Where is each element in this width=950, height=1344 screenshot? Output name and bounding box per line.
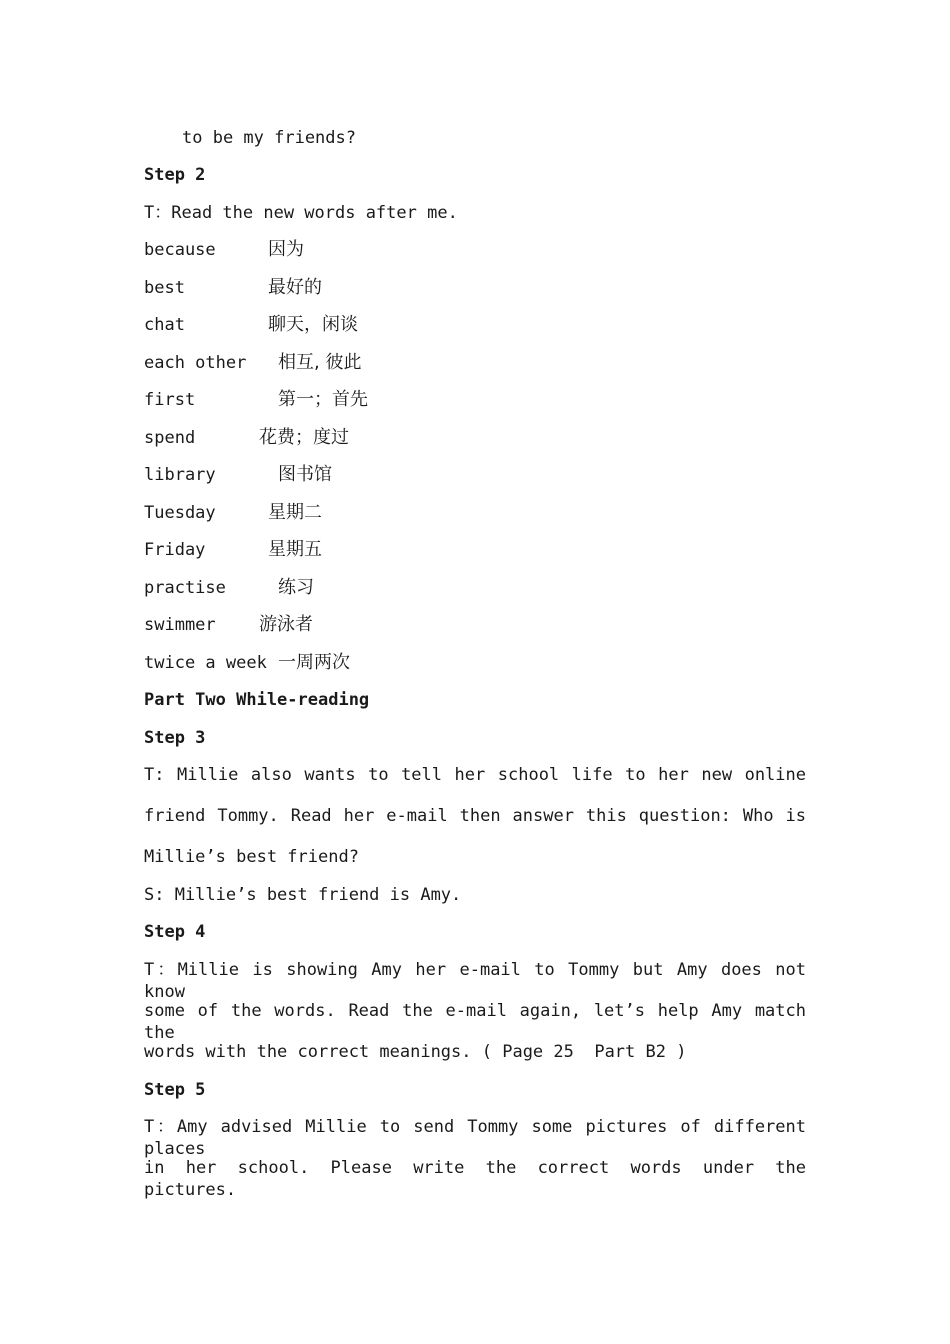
part-two-heading: Part Two While-reading: [144, 690, 370, 710]
vocab-chinese: 星期二: [268, 502, 322, 523]
vocab-chinese: 聊天，闲谈: [268, 314, 358, 335]
intro-line: to be my friends?: [182, 128, 356, 148]
vocab-english: best: [144, 278, 185, 298]
step-4-line-1: T：Millie is showing Amy her e-mail to Tommy but Amy does not know: [144, 960, 806, 1002]
vocab-english: chat: [144, 315, 185, 335]
vocab-chinese: 图书馆: [278, 464, 332, 485]
vocab-english: each other: [144, 353, 247, 373]
step-5-heading: Step 5: [144, 1080, 206, 1100]
vocab-english: first: [144, 390, 196, 410]
step-4-heading: Step 4: [144, 922, 206, 942]
step-3-heading: Step 3: [144, 728, 206, 748]
vocab-chinese: 花费；度过: [259, 427, 349, 448]
vocab-english: because: [144, 240, 216, 260]
step-4-line-3: words with the correct meanings. ( Page 25 Part B2 ): [144, 1042, 687, 1062]
vocab-chinese: 因为: [268, 239, 304, 260]
vocab-english: swimmer: [144, 615, 216, 635]
vocab-english: library: [144, 465, 216, 485]
vocab-english: twice a week: [144, 653, 267, 673]
vocab-english: practise: [144, 578, 226, 598]
vocab-english: spend: [144, 428, 196, 448]
step-3-line-2: friend Tommy. Read her e-mail then answer this question: Who is: [144, 806, 806, 826]
vocab-english: Friday: [144, 540, 206, 560]
step-2-instruction: T：Read the new words after me.: [144, 203, 458, 223]
step-5-line-2: in her school. Please write the correct words under the pictures.: [144, 1158, 806, 1200]
step-3-line-1: T: Millie also wants to tell her school life to her new online: [144, 765, 806, 785]
step-4-line-2: some of the words. Read the e-mail again, let’s help Amy match the: [144, 1001, 806, 1043]
step-3-line-3: Millie’s best friend?: [144, 847, 359, 867]
vocab-chinese: 第一；首先: [278, 389, 368, 410]
vocab-chinese: 最好的: [268, 277, 322, 298]
step-2-heading: Step 2: [144, 165, 206, 185]
step-5-line-1: T：Amy advised Millie to send Tommy some pictures of different places: [144, 1117, 806, 1159]
vocab-chinese: 相互, 彼此: [278, 352, 362, 373]
vocab-chinese: 游泳者: [259, 614, 313, 635]
vocab-chinese: 练习: [278, 577, 314, 598]
vocab-chinese: 星期五: [268, 539, 322, 560]
step-3-answer: S: Millie’s best friend is Amy.: [144, 885, 462, 905]
vocab-english: Tuesday: [144, 503, 216, 523]
vocab-chinese: 一周两次: [278, 652, 350, 673]
